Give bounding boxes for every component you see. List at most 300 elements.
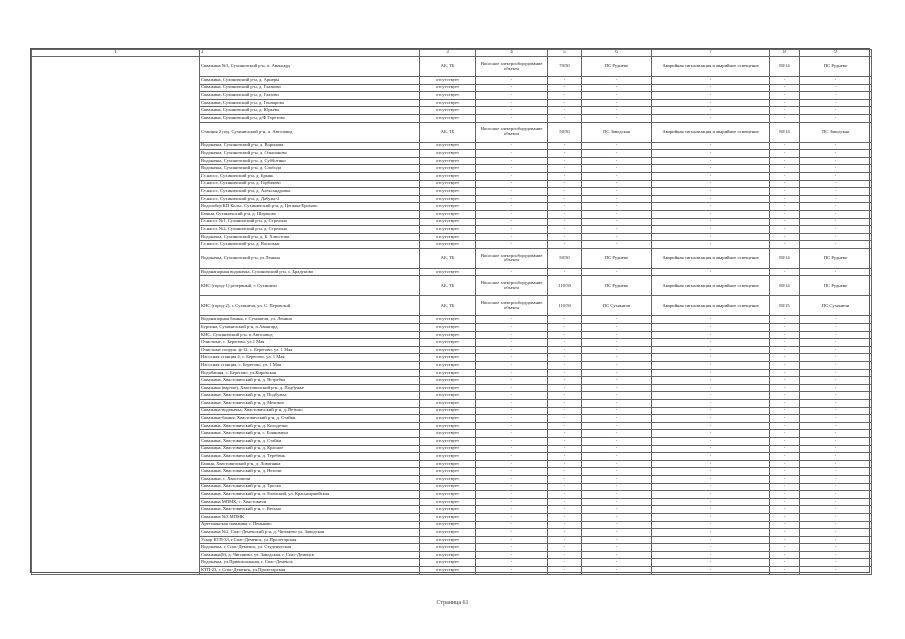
table-cell: - bbox=[770, 339, 800, 347]
table-cell: - bbox=[770, 346, 800, 354]
table-cell: - bbox=[652, 157, 770, 165]
column-number-cell: 4 bbox=[476, 50, 548, 57]
table-cell: - bbox=[476, 445, 548, 453]
table-cell: - bbox=[476, 172, 548, 180]
object-name-cell: Очистные, с. Берегово, ул.1 Мая bbox=[200, 339, 420, 347]
table-cell: - bbox=[800, 165, 872, 173]
table-cell: - bbox=[548, 468, 582, 476]
object-name-cell: Водокачка, Сухиничский р-н, д. Слобода bbox=[200, 165, 420, 173]
table-cell: - bbox=[800, 445, 872, 453]
table-cell: АБ, ТБ bbox=[420, 122, 476, 142]
table-cell: - bbox=[800, 354, 872, 362]
table-cell: - bbox=[476, 218, 548, 226]
table-cell: - bbox=[770, 114, 800, 122]
table-cell: отсутствует bbox=[420, 268, 476, 276]
table-cell: Аварийная сигнализация и аварийное освещение bbox=[652, 248, 770, 268]
object-name-cell: Скважина, Хвастовичский р-н, д. Красное bbox=[200, 445, 420, 453]
table-cell: - bbox=[770, 407, 800, 415]
table-cell: - bbox=[770, 460, 800, 468]
table-cell: - bbox=[652, 268, 770, 276]
table-cell: отсутствует bbox=[420, 77, 476, 85]
table-cell: - bbox=[800, 392, 872, 400]
table-cell: - bbox=[770, 195, 800, 203]
object-name-cell: КНС (город-1) резервный, г. Сухиничи bbox=[200, 276, 420, 296]
table-cell: АБ, ТБ bbox=[420, 276, 476, 296]
table-cell: - bbox=[652, 407, 770, 415]
table-cell: - bbox=[476, 362, 548, 370]
table-cell: - bbox=[582, 422, 652, 430]
table-cell: отсутствует bbox=[420, 339, 476, 347]
table-cell: - bbox=[548, 521, 582, 529]
table-cell: - bbox=[476, 491, 548, 499]
object-name-cell: Скважина (вар-ые), Хвастовичский р-н, д. Подбужье bbox=[200, 384, 420, 392]
table-cell: - bbox=[476, 316, 548, 324]
table-cell: - bbox=[770, 203, 800, 211]
table-cell: - bbox=[476, 407, 548, 415]
object-name-cell: Водокачка, Сухиничский р-н, д. Ольшаново bbox=[200, 150, 420, 158]
table-cell: - bbox=[800, 567, 872, 575]
table-cell: - bbox=[548, 165, 582, 173]
table-cell: - bbox=[582, 529, 652, 537]
table-cell: - bbox=[582, 521, 652, 529]
object-name-cell: Водонапорная водокачка, Сухиничский р-н, с. Брадуново bbox=[200, 268, 420, 276]
table-cell: - bbox=[548, 203, 582, 211]
table-cell: отсутствует bbox=[420, 172, 476, 180]
table-cell: - bbox=[800, 453, 872, 461]
table-cell: - bbox=[652, 422, 770, 430]
table-cell: - bbox=[548, 268, 582, 276]
table-cell: Насосное электрооборудование объекта bbox=[476, 276, 548, 296]
table-cell: - bbox=[476, 369, 548, 377]
table-cell: - bbox=[652, 437, 770, 445]
object-name-cell: Артезианская скважина с. Пеньково bbox=[200, 521, 420, 529]
table-cell: - bbox=[548, 157, 582, 165]
table-cell: - bbox=[548, 107, 582, 115]
table-cell: отсутствует bbox=[420, 203, 476, 211]
table-cell: - bbox=[582, 210, 652, 218]
table-cell: отсутствует bbox=[420, 468, 476, 476]
object-name-cell: Водокачка, ул.Привокзальная, г. Спас-Деменск bbox=[200, 559, 420, 567]
table-cell: - bbox=[582, 316, 652, 324]
table-cell: отсутствует bbox=[420, 392, 476, 400]
table-cell: отсутствует bbox=[420, 354, 476, 362]
table-cell: АБ, ТБ bbox=[420, 248, 476, 268]
table-cell: - bbox=[548, 392, 582, 400]
table-cell: ПС Руднево bbox=[800, 276, 872, 296]
table-cell: отсутствует bbox=[420, 513, 476, 521]
table-cell: - bbox=[652, 316, 770, 324]
table-cell: 50/50 bbox=[548, 248, 582, 268]
table-cell: - bbox=[652, 241, 770, 249]
table-cell: отсутствует bbox=[420, 84, 476, 92]
table-cell: - bbox=[476, 377, 548, 385]
table-cell: отсутствует bbox=[420, 400, 476, 408]
table-cell: - bbox=[652, 468, 770, 476]
table-cell: - bbox=[582, 369, 652, 377]
page-number-footer: Страница 61 bbox=[436, 600, 469, 606]
table-cell: - bbox=[476, 400, 548, 408]
table-cell: - bbox=[476, 346, 548, 354]
table-cell: - bbox=[800, 195, 872, 203]
table-cell: - bbox=[800, 316, 872, 324]
table-cell: - bbox=[800, 241, 872, 249]
object-name-cell: Гл.насос №1, Сухиничский р-н, д. Стрельна bbox=[200, 218, 420, 226]
table-cell: ПС Руднево bbox=[582, 57, 652, 77]
table-cell: - bbox=[476, 107, 548, 115]
table-cell: - bbox=[770, 172, 800, 180]
table-cell: - bbox=[800, 77, 872, 85]
table-cell: Насосное электрооборудование объекта bbox=[476, 248, 548, 268]
table-cell: - bbox=[582, 114, 652, 122]
table-cell: - bbox=[548, 377, 582, 385]
table-cell: - bbox=[476, 114, 548, 122]
object-name-cell: Скважина, Хвастовичский р-н, с. Бояновичи bbox=[200, 430, 420, 438]
table-cell: 110/50 bbox=[548, 276, 582, 296]
object-name-cell: Бурсина, Сухиничский р-н, п.Авангард bbox=[200, 324, 420, 332]
table-cell: - bbox=[652, 142, 770, 150]
table-cell: - bbox=[800, 529, 872, 537]
table-cell: - bbox=[476, 468, 548, 476]
table-cell: - bbox=[582, 354, 652, 362]
table-cell: - bbox=[548, 559, 582, 567]
table-cell: - bbox=[582, 498, 652, 506]
column-number-cell: 5 bbox=[548, 50, 582, 57]
table-cell: отсутствует bbox=[420, 536, 476, 544]
table-cell: - bbox=[770, 369, 800, 377]
object-name-cell: Скважина, Сухиничский р-н, д. Юрьево bbox=[200, 107, 420, 115]
table-cell: отсутствует bbox=[420, 369, 476, 377]
table-cell: - bbox=[800, 369, 872, 377]
table-cell: - bbox=[476, 165, 548, 173]
table-cell: - bbox=[476, 99, 548, 107]
table-cell: - bbox=[652, 92, 770, 100]
table-cell: - bbox=[476, 498, 548, 506]
table-cell: - bbox=[800, 203, 872, 211]
table-cell: - bbox=[582, 172, 652, 180]
table-cell: - bbox=[800, 437, 872, 445]
column-number-cell: 6 bbox=[582, 50, 652, 57]
table-cell: - bbox=[476, 150, 548, 158]
table-cell: ПС Руднево bbox=[800, 248, 872, 268]
table-cell: - bbox=[476, 529, 548, 537]
table-cell: - bbox=[582, 415, 652, 423]
table-cell: - bbox=[476, 241, 548, 249]
table-cell: - bbox=[800, 114, 872, 122]
table-cell: Аварийная сигнализация и аварийное освещение bbox=[652, 276, 770, 296]
column-number-cell: 8 bbox=[770, 50, 800, 57]
table-cell: - bbox=[582, 559, 652, 567]
table-cell: - bbox=[476, 188, 548, 196]
table-cell: - bbox=[476, 268, 548, 276]
table-cell: - bbox=[476, 544, 548, 552]
table-cell: - bbox=[770, 521, 800, 529]
document-table-sheet bbox=[30, 48, 870, 573]
table-cell: - bbox=[770, 362, 800, 370]
table-cell: - bbox=[582, 400, 652, 408]
table-cell: - bbox=[800, 92, 872, 100]
table-cell: - bbox=[548, 354, 582, 362]
table-cell: ПС Заводская bbox=[800, 122, 872, 142]
table-cell: - bbox=[548, 180, 582, 188]
table-cell: - bbox=[548, 241, 582, 249]
table-cell: - bbox=[548, 114, 582, 122]
table-cell: - bbox=[652, 331, 770, 339]
column-number-header-row bbox=[32, 50, 872, 57]
table-cell: - bbox=[582, 491, 652, 499]
table-cell: - bbox=[582, 567, 652, 575]
table-cell: - bbox=[582, 142, 652, 150]
object-name-cell: Скважина, Хвастовичский р-н, д. Теребень bbox=[200, 453, 420, 461]
table-cell: - bbox=[652, 460, 770, 468]
table-cell: - bbox=[800, 233, 872, 241]
table-cell: - bbox=[548, 529, 582, 537]
table-cell: отсутствует bbox=[420, 551, 476, 559]
table-cell: - bbox=[652, 400, 770, 408]
table-cell: - bbox=[770, 331, 800, 339]
table-cell: - bbox=[548, 331, 582, 339]
table-cell: ПС Руднево bbox=[582, 248, 652, 268]
table-cell: - bbox=[652, 544, 770, 552]
table-cell: - bbox=[652, 559, 770, 567]
table-cell: - bbox=[770, 453, 800, 461]
table-cell: - bbox=[770, 157, 800, 165]
table-cell: отсутствует bbox=[420, 384, 476, 392]
object-name-cell: Скважина-башня, Хвастовичский р-н, д. Стайки bbox=[200, 415, 420, 423]
table-cell: - bbox=[582, 150, 652, 158]
table-cell: - bbox=[770, 384, 800, 392]
table-cell: отсутствует bbox=[420, 188, 476, 196]
table-cell: - bbox=[476, 521, 548, 529]
table-cell: отсутствует bbox=[420, 99, 476, 107]
table-cell: - bbox=[800, 559, 872, 567]
table-cell: 80/14 bbox=[770, 57, 800, 77]
object-name-cell: Водокачка, Сухиничский р-н, ул.Ленина bbox=[200, 248, 420, 268]
table-cell: - bbox=[652, 172, 770, 180]
table-cell: - bbox=[476, 460, 548, 468]
table-cell: - bbox=[476, 384, 548, 392]
table-cell: - bbox=[770, 210, 800, 218]
table-cell: - bbox=[770, 107, 800, 115]
table-cell: - bbox=[800, 226, 872, 234]
table-cell: - bbox=[652, 362, 770, 370]
object-name-cell: Скважина, Хвастовичский р-н, д. Ястребка bbox=[200, 377, 420, 385]
table-cell: - bbox=[582, 77, 652, 85]
table-cell: - bbox=[548, 92, 582, 100]
table-cell: - bbox=[548, 339, 582, 347]
object-name-cell: Водобашня, с. Берегово, ул.Кировская bbox=[200, 369, 420, 377]
table-cell: - bbox=[582, 331, 652, 339]
table-cell: - bbox=[548, 491, 582, 499]
table-cell: - bbox=[652, 226, 770, 234]
table-cell: - bbox=[652, 529, 770, 537]
table-cell: отсутствует bbox=[420, 316, 476, 324]
table-cell: - bbox=[770, 491, 800, 499]
table-cell: - bbox=[476, 210, 548, 218]
table-cell: отсутствует bbox=[420, 544, 476, 552]
table-cell: - bbox=[652, 99, 770, 107]
object-name-cell: Скважина, Хвастовичский р-н, с. Ветьмо bbox=[200, 506, 420, 514]
table-cell: - bbox=[800, 536, 872, 544]
table-cell: - bbox=[476, 195, 548, 203]
table-cell: - bbox=[582, 362, 652, 370]
column-number-cell: 9 bbox=[800, 50, 872, 57]
table-cell: - bbox=[800, 188, 872, 196]
table-cell: - bbox=[800, 150, 872, 158]
object-name-cell: КТП-23, г. Спас-Деменск, ул.Пролетарская bbox=[200, 567, 420, 575]
table-cell: - bbox=[800, 84, 872, 92]
table-cell: отсутствует bbox=[420, 107, 476, 115]
table-cell: - bbox=[476, 453, 548, 461]
table-cell: - bbox=[582, 84, 652, 92]
table-cell: - bbox=[582, 99, 652, 107]
table-cell: - bbox=[652, 218, 770, 226]
table-cell: - bbox=[582, 188, 652, 196]
table-cell: - bbox=[582, 536, 652, 544]
table-cell: - bbox=[548, 475, 582, 483]
table-cell: - bbox=[476, 157, 548, 165]
table-cell: отсутствует bbox=[420, 233, 476, 241]
table-cell: - bbox=[770, 377, 800, 385]
table-cell: - bbox=[582, 468, 652, 476]
table-cell: - bbox=[548, 460, 582, 468]
table-cell: - bbox=[770, 142, 800, 150]
column-number-cell: 1 bbox=[32, 50, 200, 57]
table-cell: - bbox=[582, 460, 652, 468]
object-name-cell: Насосная станция, с. Берегово, ул. 1 Мая bbox=[200, 362, 420, 370]
table-cell: ПС Заводская bbox=[582, 122, 652, 142]
table-cell: - bbox=[800, 157, 872, 165]
table-cell: отсутствует bbox=[420, 521, 476, 529]
table-cell: - bbox=[800, 107, 872, 115]
object-name-cell: Гл.насос, Сухиничский р-н, д. Брынь bbox=[200, 172, 420, 180]
table-cell: - bbox=[476, 180, 548, 188]
table-cell: отсутствует bbox=[420, 437, 476, 445]
table-cell: - bbox=[770, 430, 800, 438]
table-cell: - bbox=[652, 369, 770, 377]
table-cell: отсутствует bbox=[420, 529, 476, 537]
object-name-cell: Гл.насос, Сухиничский р-н, д. Васильки bbox=[200, 241, 420, 249]
table-cell: - bbox=[770, 498, 800, 506]
table-cell: - bbox=[582, 165, 652, 173]
table-cell: - bbox=[652, 567, 770, 575]
table-cell: - bbox=[652, 475, 770, 483]
table-cell: - bbox=[476, 203, 548, 211]
table-cell: - bbox=[652, 195, 770, 203]
table-cell: - bbox=[582, 226, 652, 234]
table-cell: 80/14 bbox=[770, 276, 800, 296]
table-cell: - bbox=[770, 400, 800, 408]
object-name-cell: Скважина, Хвастовичский р-н, д. Стайки bbox=[200, 437, 420, 445]
object-name-cell: Водозабор КП Кольс, Сухиничский р-н, д. Цепкин-Ерохово bbox=[200, 203, 420, 211]
table-cell: - bbox=[476, 513, 548, 521]
table-cell: - bbox=[548, 226, 582, 234]
object-name-cell: Водонапорная башня, г. Сухиничи, ул. Ленина bbox=[200, 316, 420, 324]
table-cell: - bbox=[770, 422, 800, 430]
table-cell: - bbox=[476, 233, 548, 241]
table-cell: - bbox=[476, 430, 548, 438]
table-cell: - bbox=[548, 99, 582, 107]
table-cell: отсутствует bbox=[420, 142, 476, 150]
table-cell: отсутствует bbox=[420, 165, 476, 173]
table-cell: - bbox=[548, 150, 582, 158]
object-name-cell: КНС (город-2), г. Сухиничи, ул. С. Перовской bbox=[200, 296, 420, 316]
table-cell: - bbox=[476, 226, 548, 234]
table-cell: отсутствует bbox=[420, 567, 476, 575]
table-cell: - bbox=[770, 188, 800, 196]
table-cell: - bbox=[652, 521, 770, 529]
table-cell: - bbox=[476, 551, 548, 559]
table-cell: - bbox=[582, 544, 652, 552]
table-cell: - bbox=[770, 445, 800, 453]
object-name-cell: Насосная станция 4, с. Берегово, ул. 1 Мая bbox=[200, 354, 420, 362]
table-cell: - bbox=[652, 536, 770, 544]
table-cell: - bbox=[548, 513, 582, 521]
table-cell: - bbox=[770, 392, 800, 400]
table-cell: - bbox=[652, 491, 770, 499]
table-cell: - bbox=[582, 513, 652, 521]
table-cell: Насосное электрооборудование объекта bbox=[476, 122, 548, 142]
table-cell: - bbox=[770, 551, 800, 559]
table-cell: - bbox=[652, 107, 770, 115]
table-cell: - bbox=[582, 392, 652, 400]
object-name-cell: Скважина МПМК, с. Хвастовичи bbox=[200, 498, 420, 506]
table-cell: - bbox=[548, 218, 582, 226]
table-cell: - bbox=[800, 172, 872, 180]
table-cell: - bbox=[770, 415, 800, 423]
table-cell: отсутствует bbox=[420, 430, 476, 438]
object-name-cell: Станция 2 под. Сухиничский р-н, п. Автозавод bbox=[200, 122, 420, 142]
table-cell: - bbox=[548, 422, 582, 430]
table-cell: отсутствует bbox=[420, 195, 476, 203]
table-cell: - bbox=[770, 354, 800, 362]
table-cell: - bbox=[770, 468, 800, 476]
object-name-cell: Водокачка, Сухиничский р-н, д. Б. Хлюстова bbox=[200, 233, 420, 241]
table-cell: - bbox=[548, 498, 582, 506]
table-cell: - bbox=[652, 498, 770, 506]
table-cell: - bbox=[582, 107, 652, 115]
table-cell: Аварийная сигнализация и аварийное освещение bbox=[652, 296, 770, 316]
table-cell: - bbox=[476, 84, 548, 92]
table-cell: - bbox=[582, 453, 652, 461]
table-cell: - bbox=[800, 362, 872, 370]
table-cell: - bbox=[548, 437, 582, 445]
table-cell: - bbox=[548, 362, 582, 370]
table-cell: - bbox=[548, 567, 582, 575]
table-cell: отсутствует bbox=[420, 92, 476, 100]
table-cell: - bbox=[800, 483, 872, 491]
object-name-cell: Гл.насос, Сухиничский р-н, д. Горбачево bbox=[200, 180, 420, 188]
table-cell: отсутствует bbox=[420, 491, 476, 499]
table-cell: - bbox=[548, 233, 582, 241]
table-cell: - bbox=[800, 544, 872, 552]
table-cell: - bbox=[582, 180, 652, 188]
table-cell: - bbox=[770, 437, 800, 445]
table-cell: - bbox=[800, 324, 872, 332]
table-cell: - bbox=[800, 430, 872, 438]
table-cell: - bbox=[800, 218, 872, 226]
table-cell: - bbox=[582, 218, 652, 226]
table-cell: отсутствует bbox=[420, 346, 476, 354]
table-cell: отсутствует bbox=[420, 483, 476, 491]
table-cell: - bbox=[582, 157, 652, 165]
table-cell: - bbox=[770, 544, 800, 552]
table-cell: - bbox=[476, 331, 548, 339]
table-cell: - bbox=[770, 218, 800, 226]
table-cell: - bbox=[800, 346, 872, 354]
table-cell: - bbox=[770, 150, 800, 158]
table-cell: - bbox=[476, 483, 548, 491]
column-number-cell: 2 bbox=[200, 50, 420, 57]
